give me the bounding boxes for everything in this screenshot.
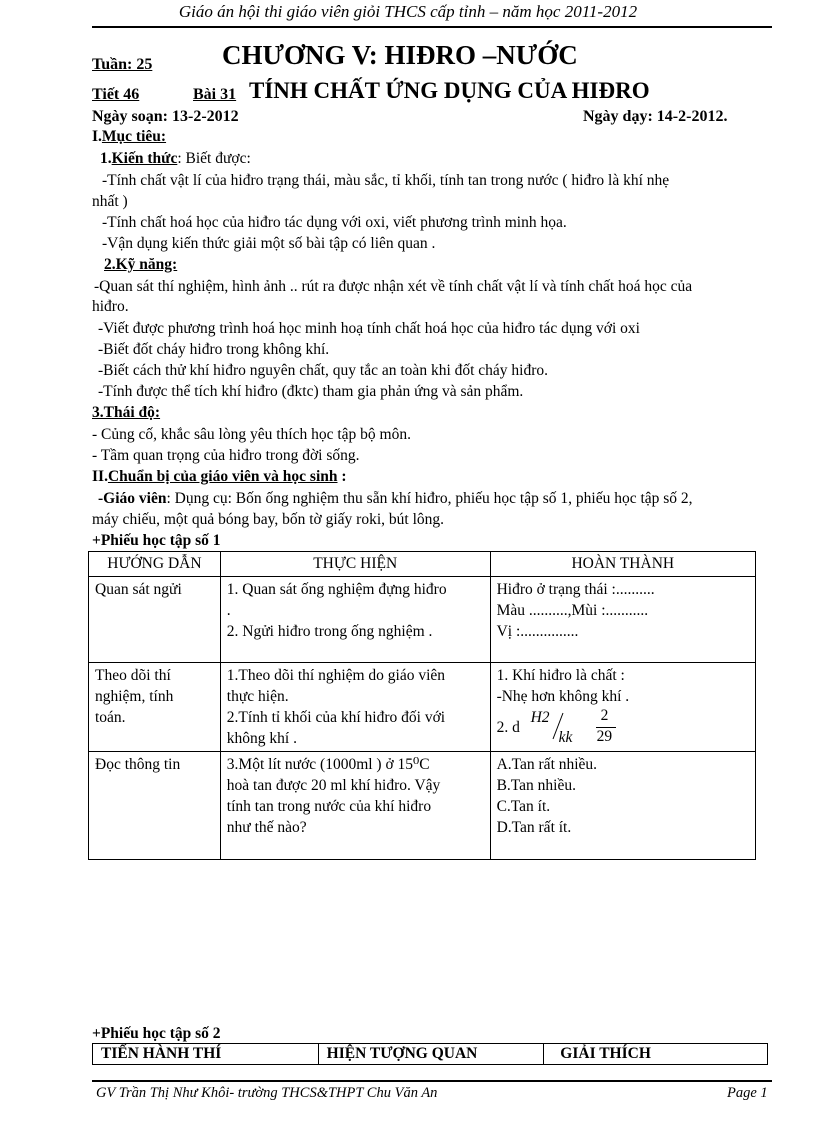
table-header-row <box>89 552 756 577</box>
skills-line-2: -Viết được phương trình hoá học minh hoạ tính chất hoá học của hiđro tác dụng với oxi <box>98 320 640 337</box>
teacher-line-2: máy chiếu, một quả bóng bay, bốn tờ giấy roki, bút lông. <box>92 511 445 528</box>
formula-prefix: 2. d <box>496 719 520 736</box>
attitude-heading: 3.Thái độ: <box>92 404 161 421</box>
sheet1-table <box>88 551 756 860</box>
section-objectives: I.Mục tiêu: <box>92 128 167 145</box>
table-row <box>89 663 756 752</box>
section-preparation: II.Chuẩn bị của giáo viên và học sinh : <box>92 468 347 485</box>
cell-text: Theo dõi thí <box>95 667 171 684</box>
header-phenomenon: HIỆN TƯỢNG QUAN <box>318 1044 544 1065</box>
header-rule <box>92 26 772 28</box>
lesson-number: Bài 31 <box>193 86 237 103</box>
cell-text: Đọc thông tin <box>95 756 181 773</box>
period-label: Tiết 46 <box>92 86 140 103</box>
cell-text: như thế nào? <box>226 819 307 836</box>
lesson-title: TÍNH CHẤT ỨNG DỤNG CỦA HIĐRO <box>249 78 650 103</box>
cell-text: Hiđro ở trạng thái :.......... <box>496 581 655 598</box>
knowledge-line-1b: nhất ) <box>92 193 128 210</box>
density-formula <box>497 707 749 749</box>
table-row <box>89 577 756 663</box>
knowledge-line-1: -Tính chất vật lí của hiđro trạng thái, màu sắc, tỉ khối, tính tan trong nước ( hiđro là khí nhẹ <box>102 172 670 189</box>
chapter-title: CHƯƠNG V: HIĐRO –NƯỚC <box>222 40 578 70</box>
sheet2-title: +Phiếu học tập số 2 <box>92 1025 221 1042</box>
cell-text: hoà tan được 20 ml khí hiđro. Vậy <box>226 777 441 794</box>
cell-text: Vị :............... <box>496 623 579 640</box>
page-header: Giáo án hội thi giáo viên giỏi THCS cấp tỉnh – năm học 2011-2012 <box>178 2 638 21</box>
cell-text: C.Tan ít. <box>496 798 551 815</box>
cell-text: 3.Một lít nước (1000ml ) ở 15⁰C <box>226 756 430 773</box>
knowledge-line-2: -Tính chất hoá học của hiđro tác dụng với oxi, viết phương trình minh họa. <box>102 214 567 231</box>
knowledge-line-3: -Vận dụng kiến thức giải một số bài tập có liên quan . <box>102 235 436 252</box>
cell-text: -Nhẹ hơn không khí . <box>496 688 630 705</box>
cell-text: Màu ..........,Mùi :........... <box>496 602 649 619</box>
cell-text: toán. <box>95 709 126 726</box>
header-explanation: GIẢI THÍCH <box>544 1044 768 1065</box>
formula-numerator: 2 <box>600 707 609 724</box>
cell-text: . <box>226 602 231 619</box>
cell-text: 1.Theo dõi thí nghiệm do giáo viên <box>226 667 446 684</box>
formula-sub-top: H2 <box>530 709 550 726</box>
formula-denominator: 29 <box>596 728 613 745</box>
header-perform: THỰC HIỆN <box>220 552 490 577</box>
attitude-line-2: - Tầm quan trọng của hiđro trong đời sống. <box>92 447 360 464</box>
cell-text: 2.Tính tỉ khối của khí hiđro đối với <box>226 709 446 726</box>
sheet2-table <box>92 1043 768 1065</box>
cell-text: 1. Khí hiđro là chất : <box>496 667 625 684</box>
header-complete: HOÀN THÀNH <box>490 552 755 577</box>
teacher-line-1: -Giáo viên: Dụng cụ: Bốn ống nghiệm thu sẵn khí hiđro, phiếu học tập số 1, phiếu học tập số 2, <box>98 490 693 507</box>
cell-text: thực hiện. <box>226 688 289 705</box>
week-label: Tuần: 25 <box>92 56 153 73</box>
skills-line-1: -Quan sát thí nghiệm, hình ảnh .. rút ra được nhận xét về tính chất vật lí và tính chất hoá học của <box>94 278 693 295</box>
cell-text: D.Tan rất ít. <box>496 819 572 836</box>
cell-text: Quan sát ngửi <box>95 581 182 598</box>
footer-page-number: Page 1 <box>727 1085 768 1101</box>
footer-rule <box>92 1080 772 1082</box>
skills-line-1b: hiđro. <box>92 298 129 315</box>
cell-text: 1. Quan sát ống nghiệm đựng hiđro <box>226 581 447 598</box>
skills-line-3: -Biết đốt cháy hiđro trong không khí. <box>98 341 330 358</box>
footer-author: GV Trần Thị Như Khôi- trường THCS&THPT Chu Văn An <box>96 1085 438 1101</box>
attitude-line-1: - Củng cố, khắc sâu lòng yêu thích học tập bộ môn. <box>92 426 411 443</box>
skills-heading: 2.Kỹ năng: <box>104 256 178 273</box>
table-header-row <box>93 1044 768 1065</box>
sheet1-title: +Phiếu học tập số 1 <box>92 532 221 549</box>
table-row <box>89 752 756 860</box>
cell-text: B.Tan nhiều. <box>496 777 576 794</box>
knowledge-heading: 1.Kiến thức: Biết được: <box>100 150 251 167</box>
cell-text: 2. Ngửi hiđro trong ống nghiệm . <box>226 623 433 640</box>
cell-text: tính tan trong nước của khí hiđro <box>226 798 432 815</box>
header-guide: HƯỚNG DẪN <box>89 552 221 577</box>
cell-text: không khí . <box>226 730 297 747</box>
date-taught: Ngày dạy: 14-2-2012. <box>583 108 728 125</box>
cell-text: nghiệm, tính <box>95 688 174 705</box>
formula-sub-bot: kk <box>558 729 573 746</box>
skills-line-5: -Tính được thể tích khí hiđro (đktc) tham gia phản ứng và sản phẩm. <box>98 383 524 400</box>
header-procedure: TIẾN HÀNH THÍ <box>93 1044 319 1065</box>
cell-text: A.Tan rất nhiều. <box>496 756 598 773</box>
skills-line-4: -Biết cách thử khí hiđro nguyên chất, quy tắc an toàn khi đốt cháy hiđro. <box>98 362 549 379</box>
date-prepared: Ngày soạn: 13-2-2012 <box>92 108 239 125</box>
